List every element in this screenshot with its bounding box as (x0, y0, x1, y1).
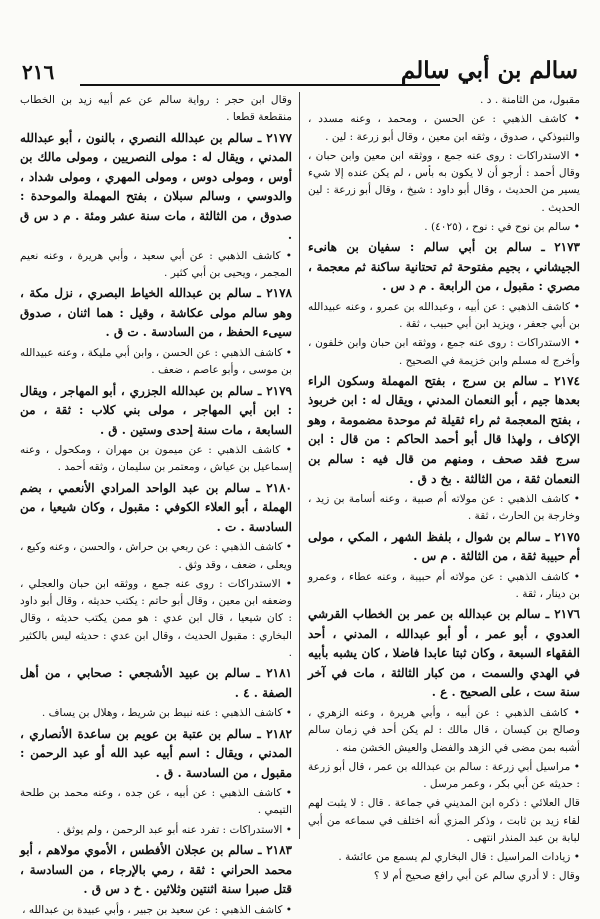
left-column (20, 92, 292, 916)
entry-2177: ٢١٧٧ ـ سالم بن عبدالله النصري ، بالنون ، أبو عبدالله المدني ، ويقال له : مولى النصريين ، ومولى مالك بن أوس ، ومولى دوس ، ومولى المهري ، ومولى شداد ، والدوسي ، وسالم سبلان ، بفتح المهملة والموحدة : صدوق ، من الثالثة ، مات سنة عشر ومئة . م د س ق . (20, 130, 292, 243)
right-para-9: • كاشف الذهبي : عن مولاته أم صبية ، وعنه أسامة بن زيد ، وخارجة بن الحارث ، ثقة . (308, 493, 580, 523)
left-para-17: • كاشف الذهبي : عن سعيد بن جبير ، وأبي عبيدة بن عبدالله ، (22, 903, 292, 916)
left-para-15: • الاستدراكات : تفرد عنه أبو عبد الرحمن ، ولم يوثق . (56, 823, 292, 836)
left-para-5: • كاشف الذهبي : عن الحسن ، وابن أبي مليكة ، وعنه عبيدالله بن موسى ، وأبو عاصم ، ضعف . (20, 346, 292, 377)
left-para-14: • كاشف الذهبي : عن أبيه ، عن جده ، وعنه محمد بن طلحة التيمي . (20, 787, 292, 817)
right-para-1: مقبول، من الثامنة . د . (480, 94, 580, 106)
entry-2173: ٢١٧٣ ـ سالم بن أبي سالم : سفيان بن هانىء الجيشاني ، بجيم مفتوحة ثم تحتانية ساكنة ثم معجمة ، مصري : مقبول ، من الرابعة . م د س . (308, 240, 580, 294)
left-para-1: وقال ابن حجر : رواية سالم عن عم أبيه زيد بن الخطاب منقطعة قطعا . (20, 94, 292, 124)
right-para-7: • الاستدراكات : روى عنه جمع ، ووثقه ابن حبان وابن خلفون ، وأخرج له مسلم وابن خزيمة في الصحيح . (308, 337, 580, 367)
entry-2175: ٢١٧٥ ـ سالم بن شوال ، بلفظ الشهر ، المكي ، مولى أم حبيبة ثقة ، من الثالثة . م س . (308, 529, 580, 564)
right-column (308, 92, 580, 883)
page-number: ٢١٦ (22, 60, 55, 84)
left-para-9: • كاشف الذهبي : عن ربعي بن حراش ، والحسن ، وعنه وكيع ، ويعلى ، ضعف ، وقد وثق . (20, 541, 292, 571)
left-para-7: • كاشف الذهبي : عن ميمون بن مهران ، ومكحول ، وعنه إسماعيل بن عياش ، ومعتمر بن سليمان ، وثقه أحمد . (20, 444, 292, 474)
right-para-15: قال العلائي : ذكره ابن المديني في جماعة . قال : لا يثبت لهم لقاء زيد بن ثابت ، وذكر المزي أنه اختلف في سماعه من أبي لبابة بن عبد المنذر انتهى . (308, 797, 580, 844)
right-para-13: • كاشف الذهبي : عن أبيه ، وأبي هريرة ، وعنه الزهري ، وصالح بن كيسان ، قال مالك : لم يكن أحد في زمان سالم أشبه بمن مضى في الزهد والفضل والعيش الخشن منه . (308, 707, 580, 754)
right-para-11: • كاشف الذهبي : عن مولاته أم حبيبة ، وعنه عطاء ، وعمرو بن دينار ، ثقة . (308, 570, 580, 600)
entry-2182: ٢١٨٢ ـ سالم بن عتبة بن عويم بن ساعدة الأنصاري ، المدني ، ويقال : اسم أبيه عبد الله أو عبد الرحمن : مقبول ، من السادسة . ق . (20, 726, 292, 780)
page-header (22, 46, 578, 82)
right-para-17: وقال : لا أدري سالم عن أبي رافع صحيح أم لا ؟ (373, 870, 580, 883)
right-para-4: • سالم بن نوح في : نوح ، (٤٠٢٥) . (424, 220, 580, 233)
left-para-10: • الاستدراكات : روى عنه جمع ، ووثقه ابن حبان والعجلي ، وضعفه ابن معين ، وقال أبو حاتم : يكتب حديثه ، وقال أبو داود : كان شيعيا ، قال ابن عدي : هو ممن يكتب حديثه ، وقال البخاري : مقبول الحديث ، وقال ابن عدي : حديثه ليس بالكثير . (20, 577, 292, 659)
left-para-3: • كاشف الذهبي : عن أبي سعيد ، وأبي هريرة ، وعنه نعيم المجمر ، ويحيى بن أبي كثير . (20, 249, 292, 280)
right-para-14: • مراسيل أبي زرعة : سالم بن عبدالله بن عمر ، قال أبو زرعة : حديثه عن أبي بكر ، وعمر مرسل . (308, 760, 580, 791)
entry-2179: ٢١٧٩ ـ سالم بن عبدالله الجزري ، أبو المهاجر ، ويقال : ابن أبي المهاجر ، مولى بني كلاب : ثقة ، من السابعة ، مات سنة إحدى وستين . ق . (20, 383, 292, 437)
right-para-3: • الاستدراكات : روى عنه جمع ، ووثقه ابن معين وابن حبان ، وقال أحمد : أرجو أن لا يكون به بأس ، لم يكن عنده إلا شيء يسير من الحديث ، وقال أبو داود : شيخ ، وقال أبو زرعة : لين الحديث . (308, 149, 580, 214)
header-rule (80, 84, 440, 86)
right-para-16: • زيادات المراسيل : قال البخاري لم يسمع من عائشة . (338, 851, 580, 864)
column-divider (299, 92, 300, 839)
entry-2178: ٢١٧٨ ـ سالم بن عبدالله الخياط البصري ، نزل مكة ، وهو سالم مولى عكاشة ، وقيل : هما اثنان ، صدوق سيىء الحفظ ، من السادسة . ت ق . (20, 286, 292, 340)
running-title: سالم بن أبي سالم (400, 57, 578, 84)
entry-2183: ٢١٨٣ ـ سالم بن عجلان الأفطس ، الأموي مولاهم ، أبو محمد الحراني : ثقة ، رمي بالإرجاء ، من السادسة ، قتل صبرا سنة اثنتين وثلاثين . خ د س ق . (20, 842, 292, 897)
entry-2174: ٢١٧٤ ـ سالم بن سرج ، بفتح المهملة وسكون الراء بعدها جيم ، أبو النعمان المدني ، ويقال له : ابن خربوذ ، بفتح المعجمة ثم راء ثقيلة ثم موحدة مضمومة ، وهو الإكاف ، ولهذا قال أبو أحمد الحاكم : من قال : ابن سرج فقد صحف ، ومنهم من قال فيه : سالم بن النعمان ثقة ، من الثالثة . بخ د ق . (308, 373, 580, 486)
right-para-6: • كاشف الذهبي : عن أبيه ، وعبدالله بن عمرو ، وعنه عبيدالله بن أبي جعفر ، ويزيد ابن أبي حبيب ، ثقة . (308, 300, 580, 331)
entry-2176: ٢١٧٦ ـ سالم بن عبدالله بن عمر بن الخطاب القرشي العدوي ، أبو عمر ، أو أبو عبدالله ، المدني ، أحد الفقهاء السبعة ، وكان ثبتا عابدا فاضلا ، كان يشبه بأبيه في الهدي والسمت ، من كبار الثالثة ، مات في آخر سنة ست ، على الصحيح . ع . (308, 607, 580, 700)
entry-2181: ٢١٨١ ـ سالم بن عبيد الأشجعي : صحابي ، من أهل الصفة . ٤ . (20, 666, 292, 700)
entry-2180: ٢١٨٠ ـ سالم بن عبد الواحد المرادي الأنعمي ، بضم الهملة ، أبو العلاء الكوفي : مقبول ، وكان شيعيا ، من السادسة . ت . (20, 480, 292, 534)
right-para-2: • كاشف الذهبي : عن الحسن ، ومحمد ، وعنه مسدد ، والتبوذكي ، صدوق ، وثقه ابن معين ، وقال أبو زرعة : لين . (308, 113, 580, 143)
left-para-12: • كاشف الذهبي : عنه نبيط بن شريط ، وهلال بن يساف . (41, 707, 292, 720)
